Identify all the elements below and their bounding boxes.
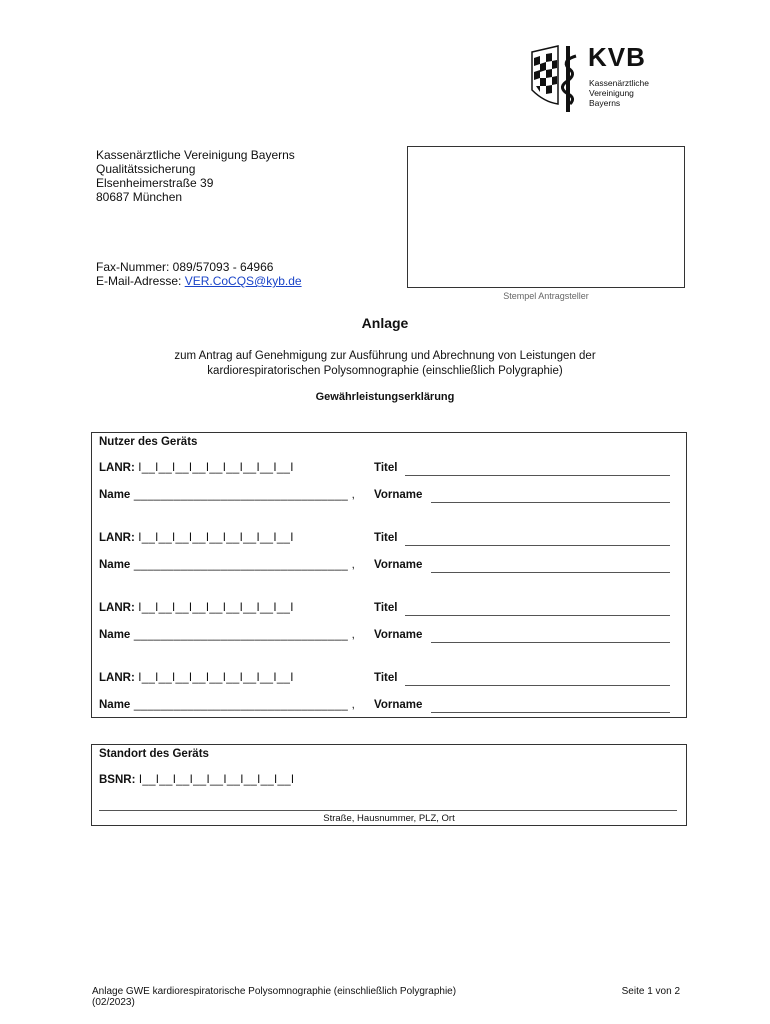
footer-document-info: Anlage GWE kardiorespiratorische Polysomnographie (einschließlich Polygraphie) (02/2023) [92,986,457,1008]
lanr-field[interactable]: LANR: I__I__I__I__I__I__I__I__I__I [99,672,294,684]
address-line: Qualitätssicherung [96,162,196,176]
address-input[interactable] [99,810,677,811]
users-box [91,432,687,718]
fax-number: Fax-Nummer: 089/57093 - 64966 [96,260,274,274]
email-row [96,274,302,288]
lanr-field[interactable]: LANR: I__I__I__I__I__I__I__I__I__I [99,602,294,614]
vorname-label: Vorname [374,629,423,641]
vorname-input[interactable] [431,502,670,503]
vorname-label: Vorname [374,699,423,711]
address-line: Kassenärztliche Vereinigung Bayerns [96,148,295,162]
vorname-label: Vorname [374,559,423,571]
name-field[interactable]: Name ________________________________ , [99,489,356,501]
address-line: 80687 München [96,190,183,204]
address-caption: Straße, Hausnummer, PLZ, Ort [323,813,455,824]
stamp-box[interactable] [407,146,685,288]
stamp-label: Stempel Antragsteller [503,291,589,301]
bsnr-field[interactable]: BSNR: I__I__I__I__I__I__I__I__I__I [99,774,295,786]
address-line: Elsenheimerstraße 39 [96,176,214,190]
section-heading: Gewährleistungserklärung [315,391,455,403]
vorname-input[interactable] [431,712,670,713]
titel-label: Titel [374,602,398,614]
users-box-title: Nutzer des Geräts [99,436,198,448]
titel-label: Titel [374,462,398,474]
titel-input[interactable] [405,475,670,476]
titel-input[interactable] [405,685,670,686]
location-box-title: Standort des Geräts [99,748,209,760]
logo-org-name: Kassenärztliche Vereinigung Bayerns [589,78,650,108]
titel-input[interactable] [405,615,670,616]
location-box [91,744,687,826]
contact-info [96,260,302,288]
subtitle: zum Antrag auf Genehmigung zur Ausführung und Abrechnung von Leistungen der kardiorespiratorischen Polysomnographie (einschließlich Polygraphie) [174,350,596,377]
titel-input[interactable] [405,545,670,546]
recipient-address [96,148,295,204]
lanr-field[interactable]: LANR: I__I__I__I__I__I__I__I__I__I [99,532,294,544]
lanr-field[interactable]: LANR: I__I__I__I__I__I__I__I__I__I [99,462,294,474]
name-field[interactable]: Name ________________________________ , [99,699,356,711]
email-label: E-Mail-Adresse: [96,274,185,288]
name-field[interactable]: Name ________________________________ , [99,629,356,641]
email-link[interactable]: VER.CoCQS@kyb.de [184,274,302,288]
page-number: Seite 1 von 2 [621,986,680,997]
kvb-logo [528,42,668,114]
vorname-input[interactable] [431,572,670,573]
titel-label: Titel [374,672,398,684]
coat-of-arms-icon [528,42,586,114]
vorname-input[interactable] [431,642,670,643]
logo-brand: KVB [588,42,646,72]
page-title: Anlage [361,315,409,331]
vorname-label: Vorname [374,489,423,501]
name-field[interactable]: Name ________________________________ , [99,559,356,571]
titel-label: Titel [374,532,398,544]
